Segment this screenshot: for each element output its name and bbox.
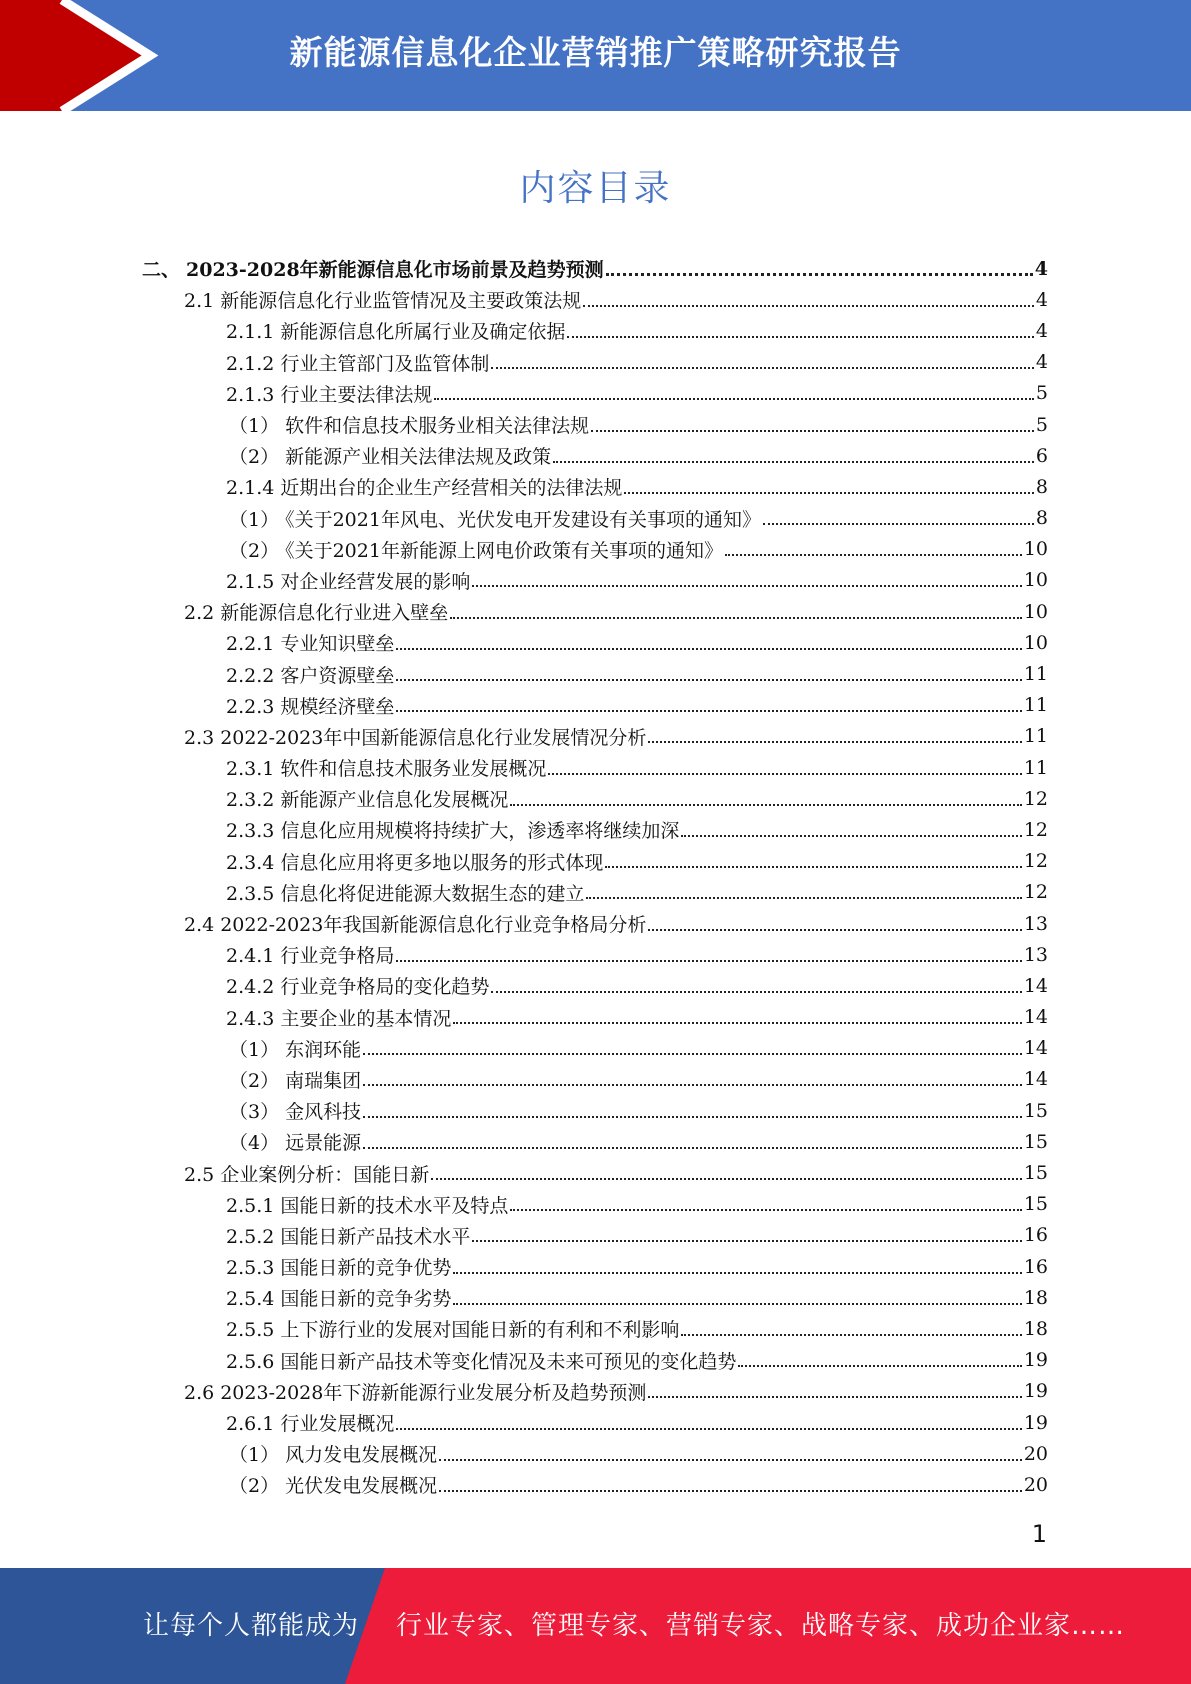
toc-entry-title: 软件和信息技术服务业相关法律法规: [285, 415, 590, 438]
toc-dot-leader: [396, 1428, 1021, 1430]
toc-entry-page: 20: [1023, 1473, 1048, 1496]
toc-dot-leader: [567, 336, 1034, 338]
toc-entry[interactable]: [0, 658, 1191, 689]
toc-entry-number: 2.1: [184, 290, 215, 313]
toc-entry-title: 信息化将促进能源大数据生态的建立: [280, 882, 585, 905]
toc-dot-leader: [648, 741, 1021, 743]
toc-entry[interactable]: [0, 1002, 1191, 1033]
toc-dot-leader: [624, 492, 1034, 494]
toc-entry-page: 4: [1035, 319, 1048, 342]
toc-dot-leader: [491, 367, 1034, 369]
toc-entry-number: 2.1.2: [226, 352, 275, 375]
toc-entry-page: 20: [1023, 1442, 1048, 1465]
toc-entry-page: 12: [1023, 818, 1048, 841]
page-number: 1: [1031, 1520, 1047, 1548]
toc-entry[interactable]: [0, 1064, 1191, 1095]
toc-entry-number: 2.1.4: [226, 477, 275, 500]
toc-dot-leader: [363, 1084, 1022, 1086]
toc-dot-leader: [763, 523, 1034, 525]
toc-entry-title: 专业知识壁垒: [280, 633, 395, 656]
toc-entry-number: （2）: [229, 539, 280, 562]
toc-entry-title: 国能日新产品技术等变化情况及未来可预见的变化趋势: [280, 1350, 737, 1373]
toc-entry-number: （1）: [229, 1038, 280, 1061]
toc-entry-number: 2.6: [184, 1381, 215, 1404]
toc-entry-page: 14: [1023, 1037, 1048, 1060]
toc-entry[interactable]: [0, 565, 1191, 596]
toc-dot-leader: [738, 1365, 1021, 1367]
toc-entry[interactable]: [0, 1189, 1191, 1220]
toc-entry[interactable]: [0, 471, 1191, 502]
toc-entry-number: 2.5.3: [226, 1257, 275, 1280]
toc-entry-page: 18: [1023, 1286, 1048, 1309]
toc-entry[interactable]: [0, 1157, 1191, 1188]
toc-dot-leader: [434, 398, 1034, 400]
footer-slogan-left: 让每个人都能成为: [143, 1611, 360, 1641]
toc-entry-number: （2）: [229, 1069, 280, 1092]
toc-dot-leader: [648, 929, 1021, 931]
toc-entry-title: 新能源信息化行业进入壁垒: [220, 602, 449, 625]
toc-dot-leader: [606, 273, 1033, 276]
toc-entry-page: 15: [1023, 1130, 1048, 1153]
toc-dot-leader: [472, 1240, 1021, 1242]
toc-entry[interactable]: [0, 440, 1191, 471]
toc-entry-page: 12: [1023, 881, 1048, 904]
toc-entry[interactable]: [0, 409, 1191, 440]
toc-dot-leader: [396, 648, 1021, 650]
toc-entry-title: 新能源信息化行业监管情况及主要政策法规: [220, 290, 582, 313]
toc-entry-title: 国能日新产品技术水平: [280, 1225, 471, 1248]
toc-entry-page: 13: [1023, 943, 1048, 966]
toc-entry-title: 客户资源壁垒: [280, 664, 395, 687]
toc-entry[interactable]: [0, 970, 1191, 1001]
toc-entry[interactable]: [0, 1313, 1191, 1344]
toc-entry-number: （1）: [229, 415, 280, 438]
toc-entry-page: 15: [1023, 1162, 1048, 1185]
page-header-band: [0, 0, 1191, 111]
toc-entry-title: 信息化应用规模将持续扩大，渗透率将继续加深: [280, 820, 680, 843]
toc-entry[interactable]: [0, 1345, 1191, 1376]
toc-entry-page: 18: [1023, 1317, 1048, 1340]
footer-slogan-right: 行业专家、管理专家、营销专家、战略专家、成功企业家……: [396, 1611, 1126, 1641]
toc-entry-number: （4）: [229, 1132, 280, 1155]
toc-entry-title: 东润环能: [285, 1038, 362, 1061]
toc-entry-title: 主要企业的基本情况: [280, 1007, 452, 1030]
toc-entry-title: 企业案例分析：国能日新: [220, 1163, 430, 1186]
toc-entry[interactable]: [0, 814, 1191, 845]
toc-entry[interactable]: [0, 1407, 1191, 1438]
toc-entry-number: （2）: [229, 1475, 280, 1498]
toc-entry-page: 11: [1023, 725, 1048, 748]
toc-dot-leader: [363, 1147, 1022, 1149]
toc-entry-title: 规模经济壁垒: [280, 695, 395, 718]
toc-entry-number: 2.5.4: [226, 1288, 275, 1311]
toc-dot-leader: [510, 1209, 1021, 1211]
toc-entry-title: 新能源产业信息化发展概况: [280, 789, 509, 812]
toc-entry-page: 5: [1035, 382, 1048, 405]
toc-entry-title: 风力发电发展概况: [285, 1444, 438, 1467]
table-of-contents: [0, 253, 1191, 1501]
toc-entry-title: 国能日新的竞争劣势: [280, 1288, 452, 1311]
toc-entry-title: 软件和信息技术服务业发展概况: [280, 758, 547, 781]
toc-entry-title: 行业发展概况: [280, 1413, 395, 1436]
toc-dot-leader: [396, 710, 1021, 712]
toc-dot-leader: [648, 1396, 1021, 1398]
toc-entry[interactable]: [0, 1220, 1191, 1251]
toc-dot-leader: [472, 585, 1021, 587]
toc-entry[interactable]: [0, 1095, 1191, 1126]
toc-entry-number: 2.4: [184, 914, 215, 937]
toc-entry-number: 2.6.1: [226, 1413, 275, 1436]
toc-dot-leader: [363, 1116, 1022, 1118]
toc-entry[interactable]: [0, 627, 1191, 658]
toc-dot-leader: [553, 461, 1034, 463]
toc-entry-page: 4: [1035, 288, 1048, 311]
toc-entry-page: 10: [1023, 569, 1048, 592]
toc-entry-number: （2）: [229, 446, 280, 469]
toc-entry-page: 19: [1023, 1349, 1048, 1372]
toc-entry-number: 2.5.2: [226, 1225, 275, 1248]
toc-dot-leader: [396, 960, 1021, 962]
toc-dot-leader: [431, 1178, 1022, 1180]
toc-entry-title: 远景能源: [285, 1132, 362, 1155]
toc-entry-number: 2.2.1: [226, 633, 275, 656]
toc-entry[interactable]: [0, 783, 1191, 814]
toc-entry-title: 上下游行业的发展对国能日新的有利和不利影响: [280, 1319, 680, 1342]
toc-entry-page: 8: [1035, 475, 1048, 498]
toc-entry-number: 2.3.5: [226, 882, 275, 905]
toc-entry[interactable]: [0, 503, 1191, 534]
toc-entry-number: 2.2.2: [226, 664, 275, 687]
toc-entry-title: 《关于2021年风电、光伏发电开发建设有关事项的通知》: [285, 508, 761, 531]
toc-entry-page: 6: [1035, 444, 1048, 467]
toc-dot-leader: [591, 430, 1034, 432]
toc-entry[interactable]: [0, 534, 1191, 565]
toc-entry-title: 2022-2023年中国新能源信息化行业发展情况分析: [220, 726, 647, 749]
toc-entry-number: 2.3: [184, 726, 215, 749]
toc-entry[interactable]: [0, 253, 1191, 284]
toc-entry-number: 2.1.5: [226, 570, 275, 593]
toc-dot-leader: [363, 1053, 1022, 1055]
toc-dot-leader: [681, 835, 1021, 837]
toc-entry-page: 19: [1023, 1411, 1048, 1434]
toc-entry-number: 二、: [142, 259, 181, 282]
toc-entry[interactable]: [0, 284, 1191, 315]
toc-entry-page: 15: [1023, 1193, 1048, 1216]
toc-entry-title: 《关于2021年新能源上网电价政策有关事项的通知》: [285, 539, 723, 562]
toc-entry[interactable]: [0, 846, 1191, 877]
toc-entry[interactable]: [0, 315, 1191, 346]
toc-dot-leader: [439, 1490, 1022, 1492]
toc-entry-page: 15: [1023, 1099, 1048, 1122]
toc-entry[interactable]: [0, 1251, 1191, 1282]
toc-dot-leader: [586, 897, 1021, 899]
toc-entry-page: 11: [1023, 694, 1048, 717]
toc-entry-number: 2.3.1: [226, 758, 275, 781]
toc-entry-page: 14: [1023, 974, 1048, 997]
toc-entry-number: 2.3.4: [226, 851, 275, 874]
toc-dot-leader: [453, 1303, 1021, 1305]
toc-dot-leader: [396, 679, 1021, 681]
toc-entry-number: 2.5.5: [226, 1319, 275, 1342]
toc-entry-page: 14: [1023, 1068, 1048, 1091]
toc-entry-title: 2023-2028年新能源信息化市场前景及趋势预测: [186, 259, 604, 282]
toc-entry[interactable]: [0, 752, 1191, 783]
toc-entry[interactable]: [0, 721, 1191, 752]
toc-entry[interactable]: [0, 1126, 1191, 1157]
toc-entry-page: 8: [1035, 507, 1048, 530]
toc-entry-number: 2.5.6: [226, 1350, 275, 1373]
toc-entry-page: 4: [1034, 257, 1048, 280]
toc-entry[interactable]: [0, 939, 1191, 970]
toc-entry[interactable]: [0, 908, 1191, 939]
toc-entry-number: 2.3.3: [226, 820, 275, 843]
toc-entry-page: 11: [1023, 663, 1048, 686]
toc-entry[interactable]: [0, 1469, 1191, 1500]
toc-entry-title: 新能源产业相关法律法规及政策: [285, 446, 552, 469]
toc-entry-page: 13: [1023, 912, 1048, 935]
toc-dot-leader: [583, 305, 1034, 307]
toc-entry-title: 行业主管部门及监管体制: [280, 352, 490, 375]
toc-entry-page: 12: [1023, 850, 1048, 873]
toc-dot-leader: [681, 1334, 1021, 1336]
toc-entry-title: 近期出台的企业生产经营相关的法律法规: [280, 477, 623, 500]
toc-entry-page: 16: [1023, 1255, 1048, 1278]
toc-entry-title: 2022-2023年我国新能源信息化行业竞争格局分析: [220, 914, 647, 937]
toc-entry-number: 2.4.2: [226, 976, 275, 999]
toc-dot-leader: [450, 617, 1022, 619]
toc-entry-number: 2.4.1: [226, 945, 275, 968]
toc-entry[interactable]: [0, 378, 1191, 409]
toc-entry-title: 新能源信息化所属行业及确定依据: [280, 321, 566, 344]
toc-entry-title: 信息化应用将更多地以服务的形式体现: [280, 851, 604, 874]
toc-dot-leader: [725, 554, 1022, 556]
page-footer: [0, 1568, 1191, 1684]
toc-entry-page: 10: [1023, 600, 1048, 623]
toc-entry-number: 2.5.1: [226, 1194, 275, 1217]
toc-entry-number: （3）: [229, 1101, 280, 1124]
toc-entry-page: 4: [1035, 351, 1048, 374]
toc-entry-number: 2.2.3: [226, 695, 275, 718]
toc-entry-number: 2.2: [184, 602, 215, 625]
toc-entry[interactable]: [0, 1376, 1191, 1407]
toc-entry-title: 金风科技: [285, 1101, 362, 1124]
toc-entry-number: （1）: [229, 508, 280, 531]
toc-entry[interactable]: [0, 347, 1191, 378]
toc-entry[interactable]: [0, 1282, 1191, 1313]
toc-entry-page: 14: [1023, 1006, 1048, 1029]
toc-dot-leader: [453, 1272, 1021, 1274]
toc-entry-number: 2.3.2: [226, 789, 275, 812]
toc-entry-page: 10: [1023, 538, 1048, 561]
toc-entry-page: 5: [1035, 413, 1048, 436]
toc-entry-title: 行业竞争格局的变化趋势: [280, 976, 490, 999]
toc-entry-title: 南瑞集团: [285, 1069, 362, 1092]
toc-entry-title: 行业竞争格局: [280, 945, 395, 968]
toc-entry-title: 行业主要法律法规: [280, 383, 433, 406]
toc-entry-title: 光伏发电发展概况: [285, 1475, 438, 1498]
toc-entry-number: 2.4.3: [226, 1007, 275, 1030]
toc-entry-page: 11: [1023, 756, 1048, 779]
toc-entry-number: 2.1.3: [226, 383, 275, 406]
toc-entry[interactable]: [0, 596, 1191, 627]
toc-entry[interactable]: [0, 1438, 1191, 1469]
toc-entry-number: （1）: [229, 1444, 280, 1467]
toc-dot-leader: [491, 991, 1021, 993]
toc-entry-number: 2.1.1: [226, 321, 275, 344]
toc-entry-title: 对企业经营发展的影响: [280, 570, 471, 593]
toc-dot-leader: [548, 773, 1021, 775]
toc-dot-leader: [510, 804, 1021, 806]
toc-entry-title: 国能日新的竞争优势: [280, 1257, 452, 1280]
toc-entry-page: 19: [1023, 1380, 1048, 1403]
toc-entry[interactable]: [0, 690, 1191, 721]
toc-dot-leader: [453, 1022, 1021, 1024]
toc-entry-title: 国能日新的技术水平及特点: [280, 1194, 509, 1217]
toc-heading: 内容目录: [519, 168, 672, 209]
toc-entry-page: 12: [1023, 787, 1048, 810]
report-title: 新能源信息化企业营销推广策略研究报告: [289, 33, 902, 72]
toc-entry-page: 16: [1023, 1224, 1048, 1247]
toc-entry-page: 10: [1023, 631, 1048, 654]
toc-entry-number: 2.5: [184, 1163, 215, 1186]
toc-dot-leader: [439, 1459, 1022, 1461]
toc-entry[interactable]: [0, 877, 1191, 908]
toc-entry[interactable]: [0, 1033, 1191, 1064]
toc-dot-leader: [605, 866, 1021, 868]
toc-entry-title: 2023-2028年下游新能源行业发展分析及趋势预测: [220, 1381, 647, 1404]
